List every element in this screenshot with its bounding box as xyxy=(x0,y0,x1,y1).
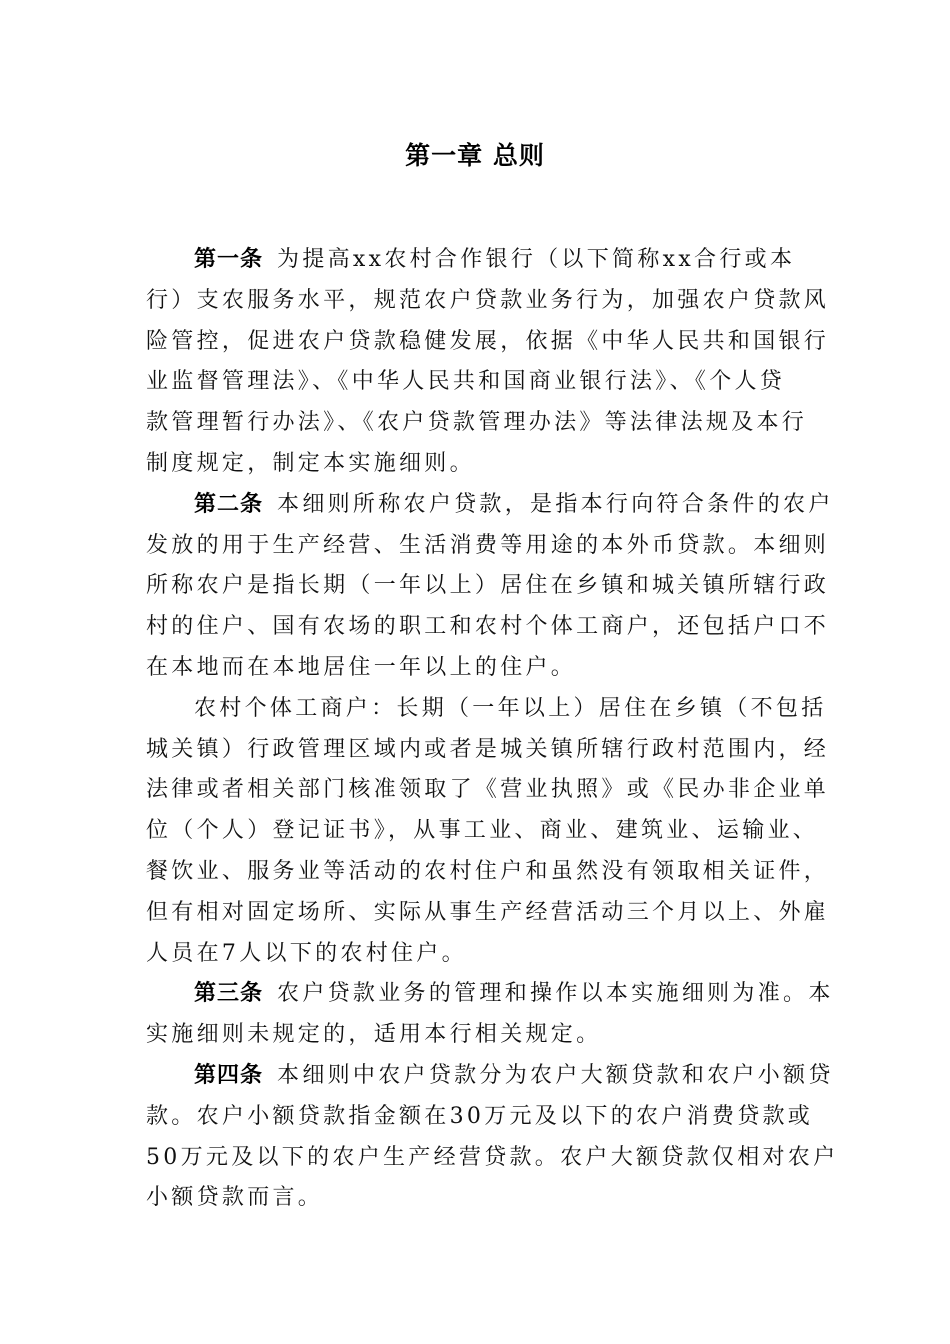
paragraph-line: 城关镇）行政管理区域内或者是城关镇所辖行政村范围内，经 xyxy=(146,736,830,762)
paragraph-line: 发放的用于生产经营、生活消费等用途的本外币贷款。本细则 xyxy=(146,532,830,558)
paragraph-line: 款管理暂行办法》、《农户贷款管理办法》等法律法规及本行 xyxy=(146,410,808,436)
paragraph-line xyxy=(146,240,811,281)
article-label: 第二条 xyxy=(194,491,264,517)
line-text: 本细则所称农户贷款，是指本行向符合条件的农户 xyxy=(277,491,834,517)
line-text: 本细则中农户贷款分为农户大额贷款和农户小额贷 xyxy=(277,1062,834,1088)
paragraph-line: 村的住户、国有农场的职工和农村个体工商户，还包括户口不 xyxy=(146,614,830,640)
paragraph-line xyxy=(146,485,834,526)
paragraph-line: 50万元及以下的农户生产经营贷款。农户大额贷款仅相对农户 xyxy=(146,1144,839,1170)
article-4 xyxy=(146,1056,839,1219)
paragraph-line: 餐饮业、服务业等活动的农村住户和虽然没有领取相关证件， xyxy=(146,858,830,884)
line-text: 农户贷款业务的管理和操作以本实施细则为准。本 xyxy=(277,981,834,1007)
paragraph-line: 险管控，促进农户贷款稳健发展，依据《中华人民共和国银行 xyxy=(146,328,830,354)
paragraph-line: 实施细则未规定的，适用本行相关规定。 xyxy=(146,1022,602,1048)
article-3 xyxy=(146,974,834,1056)
paragraph-line xyxy=(146,1056,834,1097)
paragraph-line: 法律或者相关部门核准领取了《营业执照》或《民办非企业单 xyxy=(146,777,830,803)
paragraph-line: 人员在7人以下的农村住户。 xyxy=(146,940,467,966)
paragraph-line: 农村个体工商户：长期（一年以上）居住在乡镇（不包括 xyxy=(194,695,827,721)
paragraph-line: 位（个人）登记证书》，从事工业、商业、建筑业、运输业、 xyxy=(146,818,819,844)
article-1 xyxy=(146,240,830,485)
document-body xyxy=(146,240,839,1219)
paragraph-line: 所称农户是指长期（一年以上）居住在乡镇和城关镇所辖行政 xyxy=(146,573,830,599)
line-text: 为提高xx农村合作银行（以下简称xx合行或本 xyxy=(277,247,796,272)
paragraph-line xyxy=(146,974,834,1015)
paragraph-line: 业监督管理法》、《中华人民共和国商业银行法》、《个人贷 xyxy=(146,369,786,395)
paragraph-line: 小额贷款而言。 xyxy=(146,1185,324,1211)
paragraph-line: 制度规定，制定本实施细则。 xyxy=(146,450,475,476)
paragraph-line: 行）支农服务水平，规范农户贷款业务行为，加强农户贷款风 xyxy=(146,287,830,313)
article-2 xyxy=(146,485,834,689)
article-label: 第一条 xyxy=(194,247,264,272)
paragraph-line: 但有相对固定场所、实际从事生产经营活动三个月以上、外雇 xyxy=(146,899,830,925)
definition-paragraph xyxy=(146,689,830,975)
paragraph-line: 款。农户小额贷款指金额在30万元及以下的农户消费贷款或 xyxy=(146,1103,814,1129)
article-label: 第三条 xyxy=(194,981,264,1007)
article-label: 第四条 xyxy=(194,1062,264,1088)
paragraph-line: 在本地而在本地居住一年以上的住户。 xyxy=(146,654,577,680)
chapter-title: 第一章 总则 xyxy=(405,141,545,170)
